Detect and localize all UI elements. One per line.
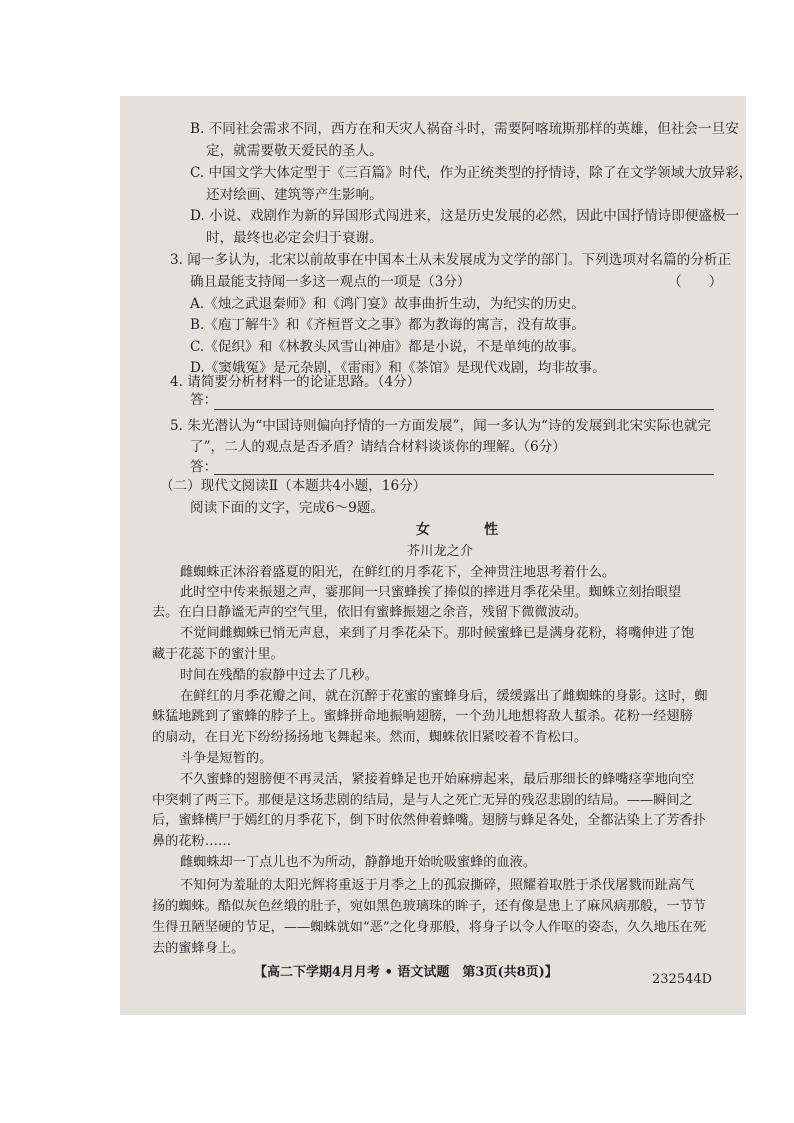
q3-answer-bracket[interactable]: （ ） bbox=[668, 274, 723, 290]
story-line: 时间在残酷的寂静中过去了几秒。 bbox=[180, 668, 378, 683]
section-instruction: 阅读下面的文字，完成6～9题。 bbox=[190, 500, 385, 516]
story-line: 去的蜜蜂身上。 bbox=[152, 941, 245, 956]
option-b-line1: B. 不同社会需求不同，西方在和天灾人祸奋斗时，需要阿喀琉斯那样的英雄，但社会一旦安 bbox=[190, 121, 739, 137]
story-title: 女 性 bbox=[416, 522, 518, 538]
exam-code: 232544D bbox=[652, 972, 713, 987]
q3-option-d: D.《窦娥冤》是元杂剧，《雷雨》和《茶馆》是现代戏剧，均非故事。 bbox=[190, 360, 606, 376]
q5-stem-line1: 5. 朱光潜认为“中国诗则偏向抒情的一方面发展”，闻一多认为“诗的发展到北宋实际也就完 bbox=[170, 418, 712, 434]
q3-option-a: A.《烛之武退秦师》和《鸿门宴》故事曲折生动，为纪实的历史。 bbox=[190, 296, 585, 312]
story-author: 芥川龙之介 bbox=[407, 544, 473, 559]
q4-answer-label: 答： bbox=[190, 392, 218, 408]
q4-stem: 4. 请简要分析材料一的论证思路。（4分） bbox=[170, 374, 421, 390]
story-line: 斗争是短暂的。 bbox=[180, 751, 273, 766]
story-line: 不久蜜蜂的翅膀便不再灵活，紧接着蜂足也开始麻痹起来，最后那细长的蜂嘴痉挛地向空 bbox=[180, 772, 695, 787]
story-line: 扬的蜘蛛。酷似灰色丝缎的肚子，宛如黑色玻璃珠的眸子，还有像是患上了麻风病那般，一节节 bbox=[152, 899, 706, 914]
q5-stem-line2: 了”，二人的观点是否矛盾？请结合材料谈谈你的理解。（6分） bbox=[190, 439, 566, 455]
q3-stem-line2: 确且最能支持闻一多这一观点的一项是（3分） bbox=[190, 274, 471, 290]
exam-page bbox=[120, 96, 753, 1015]
story-line: 鼻的花粉…… bbox=[152, 834, 232, 849]
option-c-line1: C. 中国文学大体定型于《三百篇》时代，作为正统类型的抒情诗，除了在文学领域大放异彩， bbox=[190, 165, 753, 181]
story-line: 蛛猛地跳到了蜜蜂的脖子上。蜜蜂拼命地振响翅膀，一个劲儿地想将敌人蜇杀。花粉一经翅膀 bbox=[152, 709, 693, 724]
q3-option-c: C.《促织》和《林教头风雪山神庙》都是小说，不是单纯的故事。 bbox=[190, 339, 585, 355]
story-line: 雌蜘蛛却一丁点儿也不为所动，静静地开始吮吸蜜蜂的血液。 bbox=[180, 855, 537, 870]
story-line: 去。在白日静谧无声的空气里，依旧有蜜蜂振翅之余音，残留下微微波动。 bbox=[152, 605, 588, 620]
story-line: 在鲜红的月季花瓣之间，就在沉醉于花蜜的蜜蜂身后，缓缓露出了雌蜘蛛的身影。这时，蜘 bbox=[180, 689, 708, 704]
story-line: 后，蜜蜂横尸于嫣红的月季花下，倒下时依然伸着蜂嘴。翅膀与蜂足各处，全都沾染上了芳香扑 bbox=[152, 813, 706, 828]
story-line: 雌蜘蛛正沐浴着盛夏的阳光，在鲜红的月季花下，全神贯注地思考着什么。 bbox=[180, 565, 616, 580]
q3-option-b: B.《庖丁解牛》和《齐桓晋文之事》都为教诲的寓言，没有故事。 bbox=[190, 317, 585, 333]
option-c-line2: 还对绘画、建筑等产生影响。 bbox=[206, 187, 383, 203]
q3-stem-line1: 3. 闻一多认为，北宋以前故事在中国本土从未发展成为文学的部门。下列选项对名篇的分析正 bbox=[170, 252, 732, 268]
section-heading: （二）现代文阅读Ⅱ（本题共4小题，16分） bbox=[160, 478, 427, 494]
story-line: 中突刺了两三下。那便是这场悲剧的结局，是与人之死亡无异的残忍悲剧的结局。——瞬间之 bbox=[152, 793, 693, 808]
story-line: 不觉间雌蜘蛛已悄无声息，来到了月季花朵下。那时候蜜蜂已是满身花粉，将嘴伸进了饱 bbox=[180, 626, 695, 641]
option-d-line1: D. 小说、戏剧作为新的异国形式闯进来，这是历史发展的必然，因此中国抒情诗即便盛极一 bbox=[190, 208, 740, 224]
story-line: 不知何为羞耻的太阳光辉将重返于月季之上的孤寂撕碎，照耀着取胜于杀伐屠戮而趾高气 bbox=[180, 878, 695, 893]
option-b-line2: 定，就需要敬天爱民的圣人。 bbox=[206, 143, 383, 159]
story-line: 的扇动，在日光下纷纷扬扬地飞舞起来。然而，蜘蛛依旧紧咬着不肯松口。 bbox=[152, 730, 588, 745]
page-footer: 【高二下学期4月月考 • 语文试题 第3页(共8页)】 bbox=[254, 965, 558, 980]
q4-answer-line[interactable] bbox=[214, 409, 714, 410]
option-d-line2: 时，最终也必定会归于衰谢。 bbox=[206, 230, 383, 246]
q5-answer-label: 答： bbox=[190, 459, 218, 475]
story-line: 此时空中传来振翅之声，霎那间一只蜜蜂挨了捧似的摔进月季花朵里。蜘蛛立刻抬眼望 bbox=[180, 585, 682, 600]
story-line: 藏于花蕊下的蜜汁里。 bbox=[152, 647, 284, 662]
story-line: 生得丑陋坚硬的节足，——蜘蛛就如“恶”之化身那般，将身子以令人作呕的姿态，久久地压在死 bbox=[152, 920, 707, 935]
